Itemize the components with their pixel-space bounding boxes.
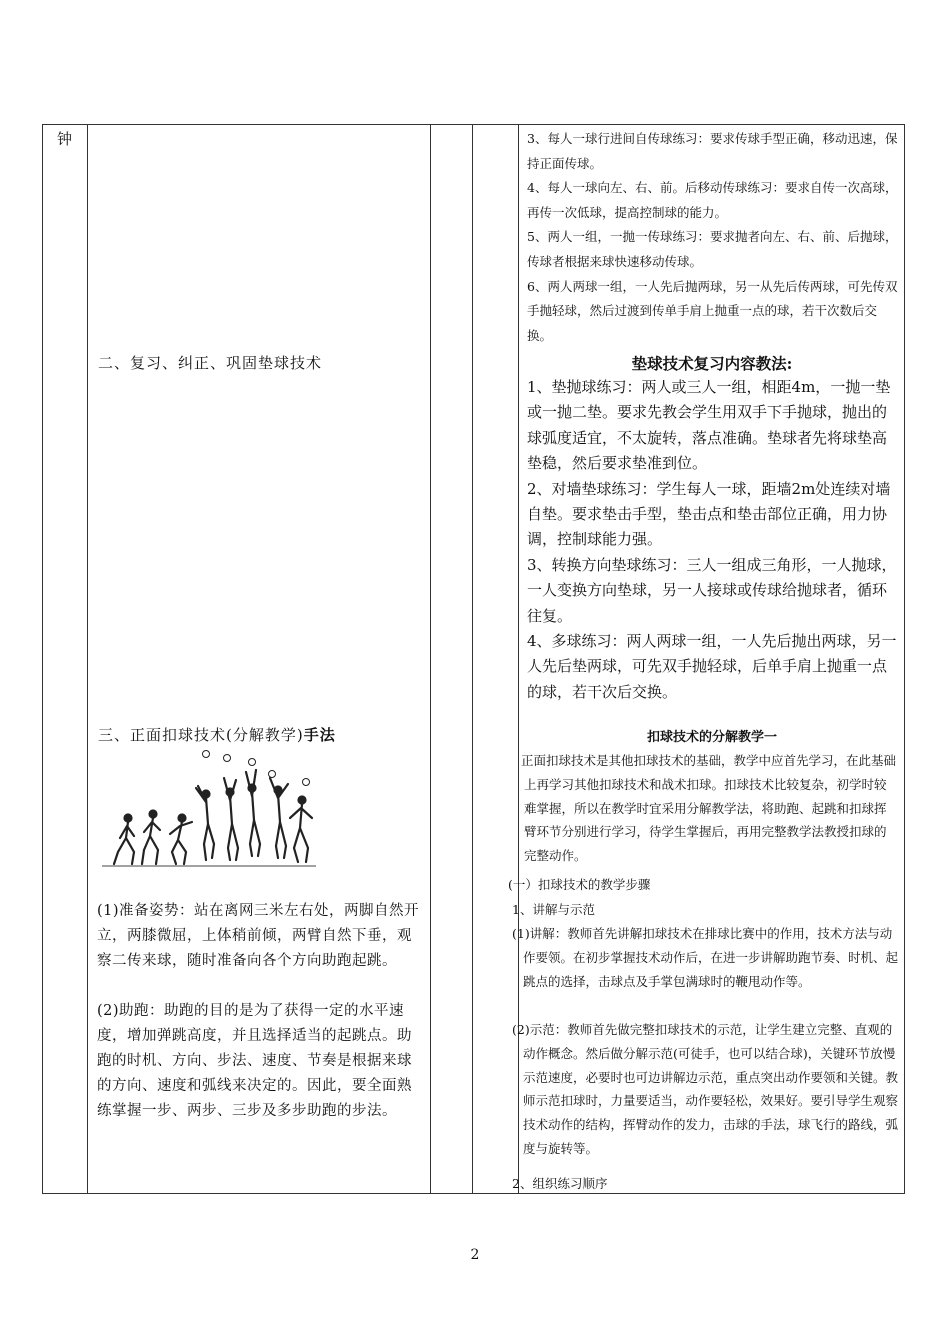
step-2-title: 2、组织练习顺序	[512, 1176, 608, 1191]
spike-intro-paragraph	[518, 749, 898, 868]
run-up-paragraph: (2)助跑：助跑的目的是为了获得一定的水平速度，增加弹跳高度，并且选择适当的起跳点。助跑的时机、方向、步法、速度、节奏是根据来球的方向、速度和弧线来决定的。因此，要全面熟练掌握一步、两步、三步及多步助跑的步法。	[97, 1003, 412, 1119]
column-divider	[472, 124, 473, 1194]
column-divider	[87, 124, 88, 1194]
list-item: 4、每人一球向左、右、前。后移动传球练习：要求自传一次高球，再传一次低球，提高控制球的能力。	[527, 180, 898, 220]
dig-method-heading: 垫球技术复习内容教法:	[631, 354, 793, 373]
teaching-steps-title: (一）扣球技术的教学步骤	[508, 877, 651, 892]
column-divider	[430, 124, 431, 1194]
section-spike	[98, 724, 428, 745]
explain-paragraph	[512, 922, 898, 993]
spike-intro-text: 正面扣球技术是其他扣球技术的基础，教学中应首先学习，在此基础上再学习其他扣球技术和战术扣球。扣球技术比较复杂，初学时较难掌握，所以在教学时宜采用分解教学法，将助跑、起跳和扣球挥臂环节分别进行学习，待学生掌握后，再用完整教学法教授扣球的完整动作。	[521, 753, 897, 864]
demo-paragraph	[512, 1018, 898, 1161]
list-item: 4、多球练习：两人两球一组，一人先后抛出两球，另一人先后垫两球，可先双手抛轻球，后单手肩上抛重一点的球，若干次后交换。	[527, 632, 897, 701]
list-item: 3、转换方向垫球练习：三人一组成三角形，一人抛球，一人变换方向垫球，另一人接球或传球给抛球者，循环往复。	[527, 555, 897, 625]
section-spike-bold: 手法	[303, 726, 336, 744]
section-review-dig: 二、复习、纠正、巩固垫球技术	[98, 354, 323, 372]
time-column-label: 钟	[57, 130, 73, 148]
explain-text: (1)讲解：教师首先讲解扣球技术在排球比赛中的作用，技术方法与动作要领。在初步掌握技术动作后，在进一步讲解助跑节奏、时机、起跳点的选择，击球点及手掌包满球时的鞭甩动作等。	[512, 926, 899, 989]
pass-drill-list	[527, 127, 899, 348]
list-item: 3、每人一球行进间自传球练习：要求传球手型正确，移动迅速，保持正面传球。	[527, 131, 898, 171]
dig-drill-list	[527, 375, 901, 705]
section-spike-title: 三、正面扣球技术(分解教学)	[98, 726, 304, 744]
list-item: 1、垫抛球练习：两人或三人一组，相距4m，一抛一垫或一抛二垫。要求先教会学生用双手下手抛球，抛出的球弧度适宜，不太旋转，落点准确。垫球者先将球垫高垫稳，然后要求垫准到位。	[527, 378, 891, 473]
spike-teaching-heading: 扣球技术的分解教学一	[646, 730, 777, 745]
list-item: 6、两人两球一组，一人先后抛两球，另一从先后传两球，可先传双手抛轻球，然后过渡到传单手肩上抛重一点的球，若干次数后交换。	[527, 278, 898, 343]
prep-stance-paragraph: (1)准备姿势：站在离网三米左右处，两脚自然开立，两膝微屈，上体稍前倾，两臂自然下垂，观察二传来球，随时准备向各个方向助跑起跳。	[97, 903, 420, 969]
step-1-title: 1、讲解与示范	[512, 902, 595, 917]
spike-sequence-illustration	[100, 748, 318, 870]
page-number: 2	[470, 1247, 480, 1263]
list-item: 5、两人一组，一抛一传球练习：要求抛者向左、右、前、后抛球，传球者根据来球快速移动传球。	[527, 229, 898, 269]
list-item: 2、对墙垫球练习：学生每人一球，距墙2m处连续对墙自垫。要求垫击手型，垫击点和垫击部位正确，用力协调，控制球能力强。	[527, 479, 891, 549]
demo-text: (2)示范：教师首先做完整扣球技术的示范，让学生建立完整、直观的动作概念。然后做分解示范(可徒手，也可以结合球)，关键环节放慢示范速度，必要时也可边讲解边示范，重点突出动作要领和关键。教师示范扣球时，力量要适当，动作要轻松，效果好。要引导学生观察技术动作的结构，挥臂动作的发力，击球的手法，球飞行的路线，弧度与旋转等。	[512, 1022, 899, 1156]
